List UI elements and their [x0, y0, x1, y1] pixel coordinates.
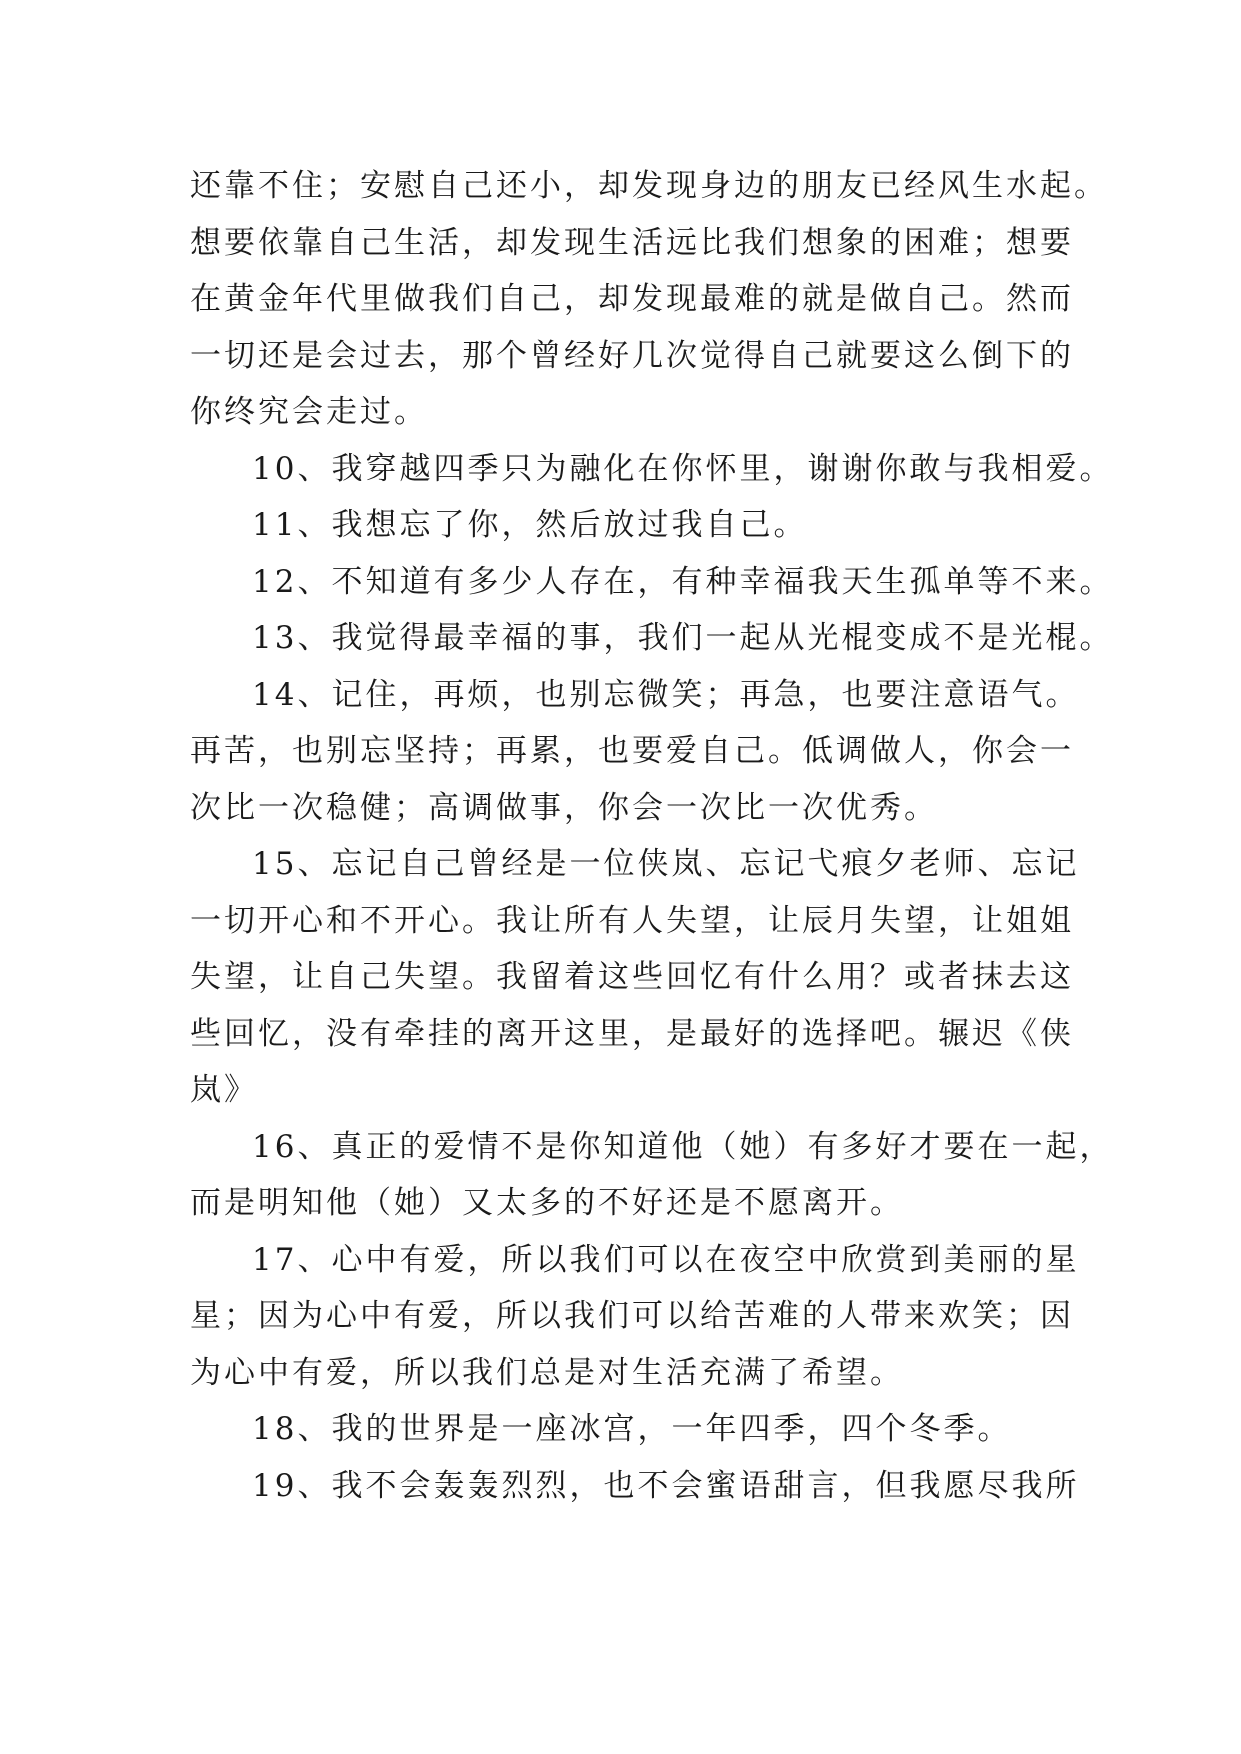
- list-item-15: 15、忘记自己曾经是一位侠岚、忘记弋痕夕老师、忘记: [252, 846, 1080, 882]
- text-line: 为心中有爱，所以我们总是对生活充满了希望。: [190, 1354, 904, 1391]
- list-item-10: 10、我穿越四季只为融化在你怀里，谢谢你敢与我相爱。: [252, 450, 1114, 487]
- text-line: 次比一次稳健；高调做事，你会一次比一次优秀。: [190, 789, 938, 826]
- text-line: 再苦，也别忘坚持；再累，也要爱自己。低调做人，你会一: [190, 733, 1074, 769]
- list-item-19: 19、我不会轰轰烈烈，也不会蜜语甜言，但我愿尽我所: [252, 1467, 1080, 1504]
- text-line: 星；因为心中有爱，所以我们可以给苦难的人带来欢笑；因: [190, 1298, 1074, 1334]
- list-item-16: 16、真正的爱情不是你知道他（她）有多好才要在一起，: [252, 1128, 1114, 1165]
- text-line: 岚》: [190, 1072, 258, 1108]
- text-line: 一切还是会过去，那个曾经好几次觉得自己就要这么倒下的: [190, 337, 1074, 374]
- text-line: 在黄金年代里做我们自己，却发现最难的就是做自己。然而: [190, 281, 1074, 317]
- text-line: 一切开心和不开心。我让所有人失望，让辰月失望，让姐姐: [190, 902, 1074, 939]
- text-line: 还靠不住；安慰自己还小，却发现身边的朋友已经风生水起。: [190, 168, 1108, 204]
- list-item-17: 17、心中有爱，所以我们可以在夜空中欣赏到美丽的星: [252, 1241, 1080, 1278]
- text-line: 失望，让自己失望。我留着这些回忆有什么用？或者抹去这: [190, 959, 1074, 995]
- text-line: 而是明知他（她）又太多的不好还是不愿离开。: [190, 1185, 904, 1221]
- list-item-18: 18、我的世界是一座冰宫，一年四季，四个冬季。: [252, 1411, 1012, 1447]
- text-line: 想要依靠自己生活，却发现生活远比我们想象的困难；想要: [190, 224, 1074, 261]
- list-item-14: 14、记住，再烦，也别忘微笑；再急，也要注意语气。: [252, 676, 1080, 713]
- list-item-11: 11、我想忘了你，然后放过我自己。: [252, 507, 808, 543]
- list-item-13: 13、我觉得最幸福的事，我们一起从光棍变成不是光棍。: [252, 620, 1114, 656]
- body-text: [190, 158, 1114, 1514]
- list-item-12: 12、不知道有多少人存在，有种幸福我天生孤单等不来。: [252, 563, 1114, 600]
- text-line: 些回忆，没有牵挂的离开这里，是最好的选择吧。辗迟《侠: [190, 1015, 1074, 1052]
- text-line: 你终究会走过。: [190, 394, 428, 430]
